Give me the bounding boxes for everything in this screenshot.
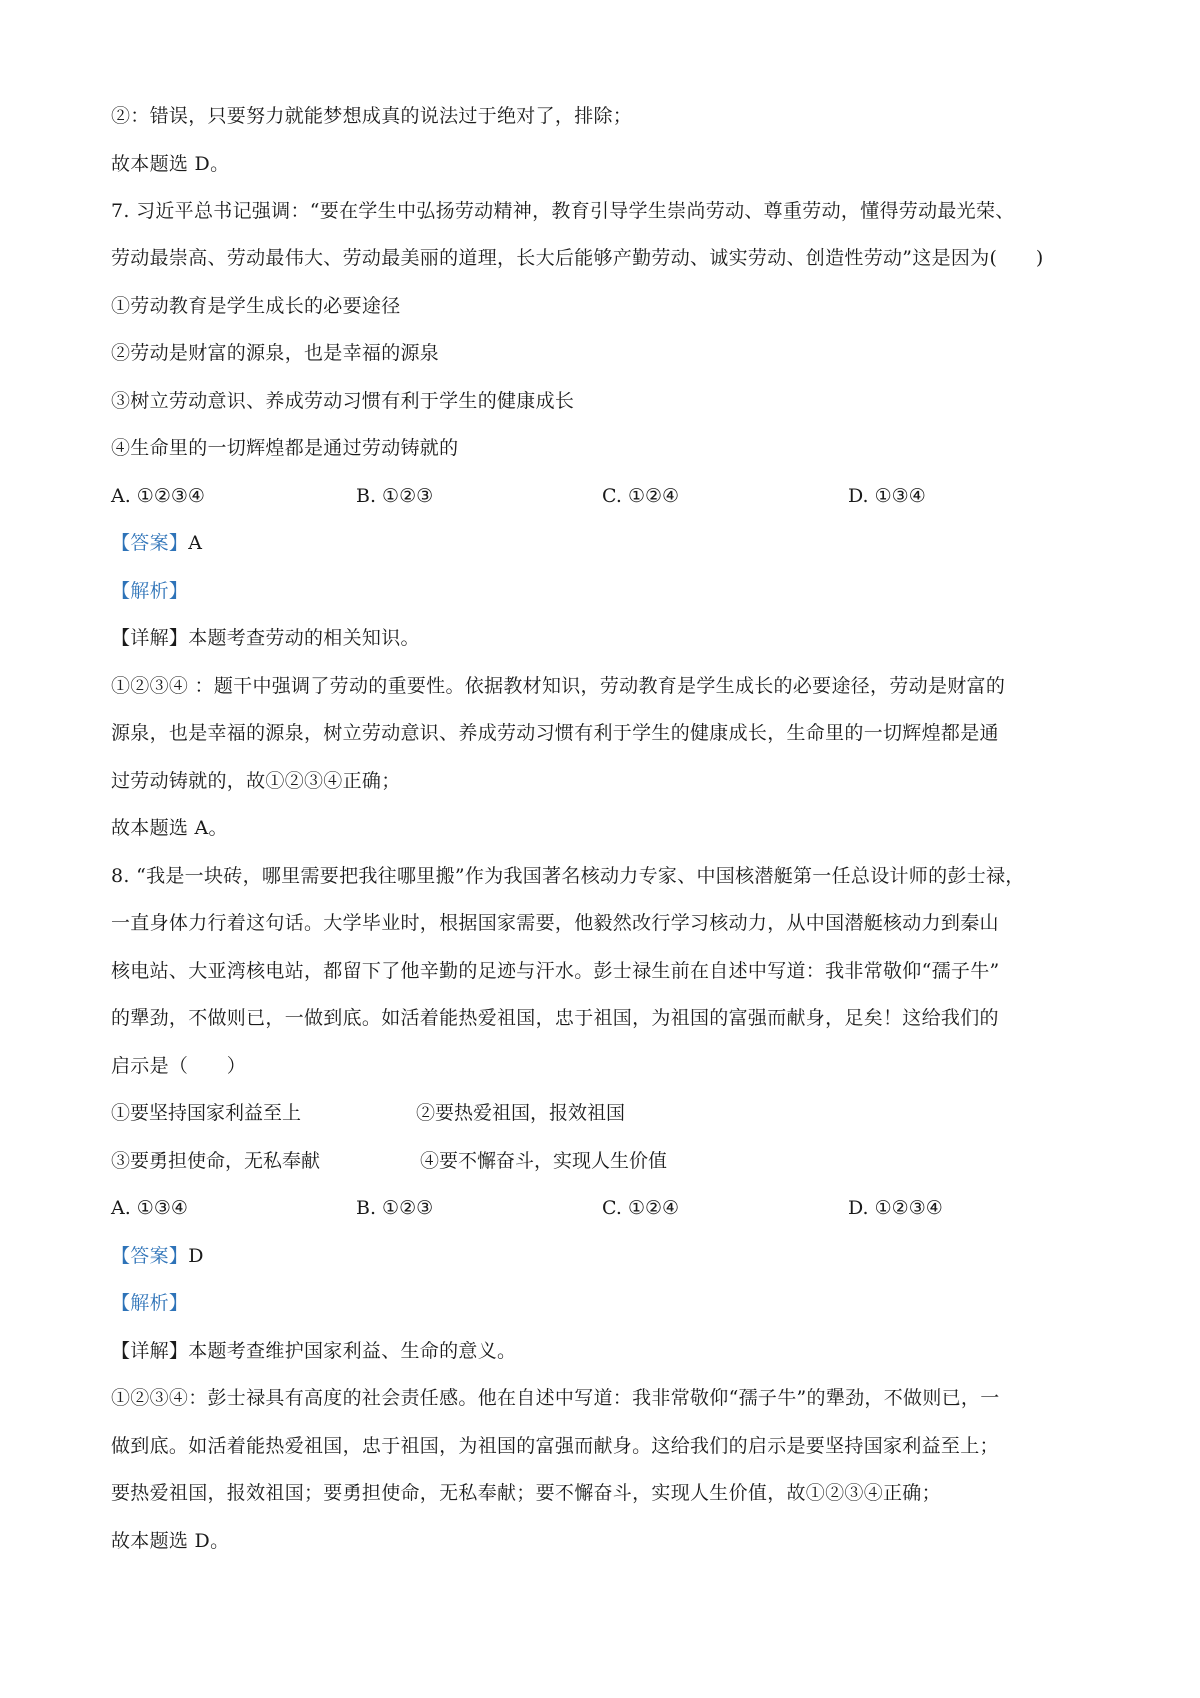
- prev-conclusion: 故本题选 D。: [111, 153, 230, 175]
- q7-statement-2: ②劳动是财富的源泉，也是幸福的源泉: [111, 342, 440, 364]
- q7-statement-1: ①劳动教育是学生成长的必要途径: [111, 295, 401, 317]
- q8-statement-1: ①要坚持国家利益至上: [111, 1102, 302, 1124]
- q8-stem-line-4: 的犟劲，不做则已，一做到底。如活着能热爱祖国，忠于祖国，为祖国的富强而献身，足矣！这给我们的: [111, 1007, 999, 1029]
- q8-option-c: C. ①②④: [602, 1197, 680, 1219]
- q8-detail-line-2: ①②③④：彭士禄具有高度的社会责任感。他在自述中写道：我非常敬仰“孺子牛”的犟劲，不做则已，一: [111, 1387, 1000, 1409]
- q7-statement-3: ③树立劳动意识、养成劳动习惯有利于学生的健康成长: [111, 390, 575, 412]
- q7-detail-line-4: 过劳动铸就的，故①②③④正确；: [111, 770, 401, 792]
- q8-answer-value: D: [188, 1245, 204, 1267]
- q8-statement-4: ④要不懈奋斗，实现人生价值: [420, 1150, 668, 1172]
- q7-analysis-label: 【解析】: [111, 580, 189, 602]
- q8-option-d: D. ①②③④: [848, 1197, 943, 1219]
- q8-option-a: A. ①③④: [111, 1197, 188, 1219]
- q7-detail-line-1: 【详解】本题考查劳动的相关知识。: [111, 627, 420, 649]
- q7-detail-line-2: ①②③④ ：题干中强调了劳动的重要性。依据教材知识，劳动教育是学生成长的必要途径，劳动是财富的: [111, 675, 1006, 697]
- q7-analysis-tag: [111, 576, 188, 606]
- q8-statement-3: ③要勇担使命，无私奉献: [111, 1150, 321, 1172]
- q8-stem-line-3: 核电站、大亚湾核电站，都留下了他辛勤的足迹与汗水。彭士禄生前在自述中写道：我非常敬仰“孺子牛”: [111, 960, 1000, 982]
- q7-option-b: B. ①②③: [356, 485, 434, 507]
- q7-option-a: A. ①②③④: [111, 485, 205, 507]
- prev-analysis-line: ②：错误，只要努力就能梦想成真的说法过于绝对了，排除；: [111, 105, 633, 127]
- q7-option-d: D. ①③④: [848, 485, 926, 507]
- q7-option-c: C. ①②④: [602, 485, 680, 507]
- q8-answer: [111, 1241, 204, 1271]
- q7-answer-tag: 【答案】: [111, 532, 189, 554]
- q7-detail-line-3: 源泉，也是幸福的源泉，树立劳动意识、养成劳动习惯有利于学生的健康成长，生命里的一切辉煌都是通: [111, 722, 999, 744]
- q8-option-b: B. ①②③: [356, 1197, 434, 1219]
- q8-statement-2: ②要热爱祖国，报效祖国: [416, 1102, 626, 1124]
- q7-statement-4: ④生命里的一切辉煌都是通过劳动铸就的: [111, 437, 459, 459]
- q7-answer-value: A: [188, 532, 203, 554]
- q8-conclusion: 故本题选 D。: [111, 1530, 230, 1552]
- q8-answer-tag: 【答案】: [111, 1245, 189, 1267]
- q8-stem-line-2: 一直身体力行着这句话。大学毕业时，根据国家需要，他毅然改行学习核动力，从中国潜艇核动力到秦山: [111, 912, 999, 934]
- q8-detail-line-3: 做到底。如活着能热爱祖国，忠于祖国，为祖国的富强而献身。这给我们的启示是要坚持国家利益至上；: [111, 1435, 999, 1457]
- q7-stem-line-1: 7. 习近平总书记强调：“要在学生中弘扬劳动精神，教育引导学生崇尚劳动、尊重劳动，懂得劳动最光荣、: [111, 200, 1015, 222]
- q8-stem-line-5: 启示是（ ）: [111, 1055, 247, 1077]
- q8-analysis-label: 【解析】: [111, 1292, 189, 1314]
- q7-stem-line-2: 劳动最崇高、劳动最伟大、劳动最美丽的道理，长大后能够产勤劳动、诚实劳动、创造性劳动”这是因为( ): [111, 247, 1044, 269]
- q7-answer: [111, 528, 202, 558]
- q8-detail-line-1: 【详解】本题考查维护国家利益、生命的意义。: [111, 1340, 517, 1362]
- q8-detail-line-4: 要热爱祖国，报效祖国；要勇担使命，无私奉献；要不懈奋斗，实现人生价值，故①②③④正确；: [111, 1482, 941, 1504]
- q7-conclusion: 故本题选 A。: [111, 817, 228, 839]
- q8-stem-line-1: 8. “我是一块砖，哪里需要把我往哪里搬”作为我国著名核动力专家、中国核潜艇第一任总设计师的彭士禄，: [111, 865, 1025, 887]
- q8-analysis-tag: [111, 1288, 188, 1318]
